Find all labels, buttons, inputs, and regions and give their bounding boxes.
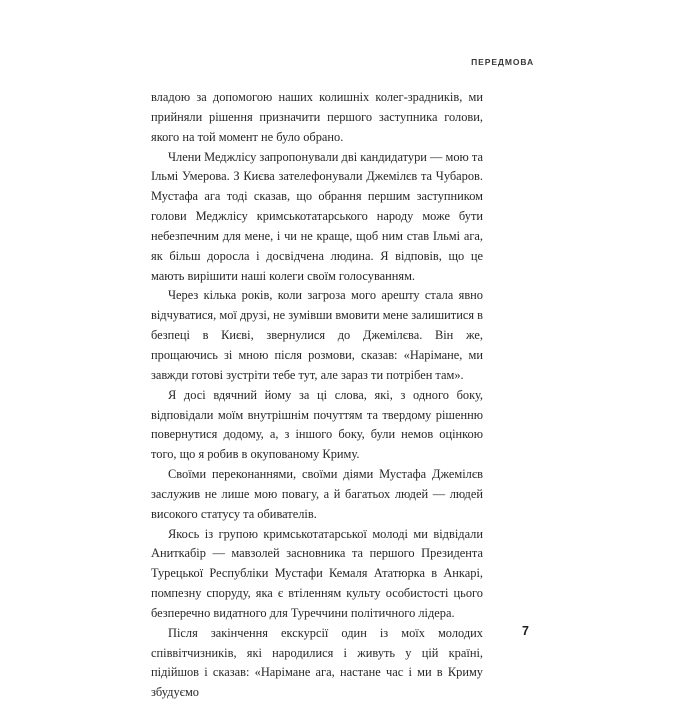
body-paragraph: Я досі вдячний йому за ці слова, які, з одного боку, відповідали моїм внутрішнім почуттям та твердому рішенню повернутися додому, а, з іншого боку, були немов оцінкою того, що я робив в окупованому Криму. xyxy=(151,387,483,462)
body-paragraph: Члени Меджлісу запропонували дві кандидатури — мою та Ільмі Умерова. З Києва зателефонували Джемілєв та Чубаров. Мустафа ага тоді сказав, що обрання першим заступником голови Меджлісу кримськотатарського народу може бути небезпечним для мене, і чи не краще, щоб ним став Ільмі ага, як більш доросла і досвідчена людина. Я відповів, що це мають вирішити наші колеги своїм голосуванням. xyxy=(151,149,483,283)
page-number: 7 xyxy=(522,624,529,638)
body-paragraph: владою за допомогою наших колишніх колег-зрадників, ми прийняли рішення призначити першого заступника голови, якого на той момент не було обрано. xyxy=(151,90,483,144)
body-text-block xyxy=(151,88,483,703)
body-paragraph: Через кілька років, коли загроза мого арешту стала явно відчуватися, мої друзі, не зумівши вмовити мене залишитися в безпеці в Києві, звернулися до Джемілєва. Він же, прощаючись зі мною після розмови, сказав: «Нарімане, ми завжди готові зустріти тебе тут, але зараз ти потрібен там». xyxy=(151,288,483,382)
body-paragraph: Якось із групою кримськотатарської молоді ми відвідали Аниткабір — мавзолей засновника та першого Президента Турецької Республіки Мустафи Кемаля Ататюрка в Анкарі, помпезну споруду, яка є втіленням культу особистості цього безперечно видатного для Туреччини політичного лідера. xyxy=(151,526,483,620)
running-head: ПЕРЕДМОВА xyxy=(471,57,534,67)
body-paragraph: Своїми переконаннями, своїми діями Мустафа Джемілєв заслужив не лише мою повагу, а й багатьох людей — людей високого статусу та обивателів. xyxy=(151,467,483,521)
body-paragraph: Після закінчення екскурсії один із моїх молодих співвітчизників, які народилися і живуть у цій країні, підійшов і сказав: «Нарімане ага, настане час і ми в Криму збудуємо xyxy=(151,625,483,700)
